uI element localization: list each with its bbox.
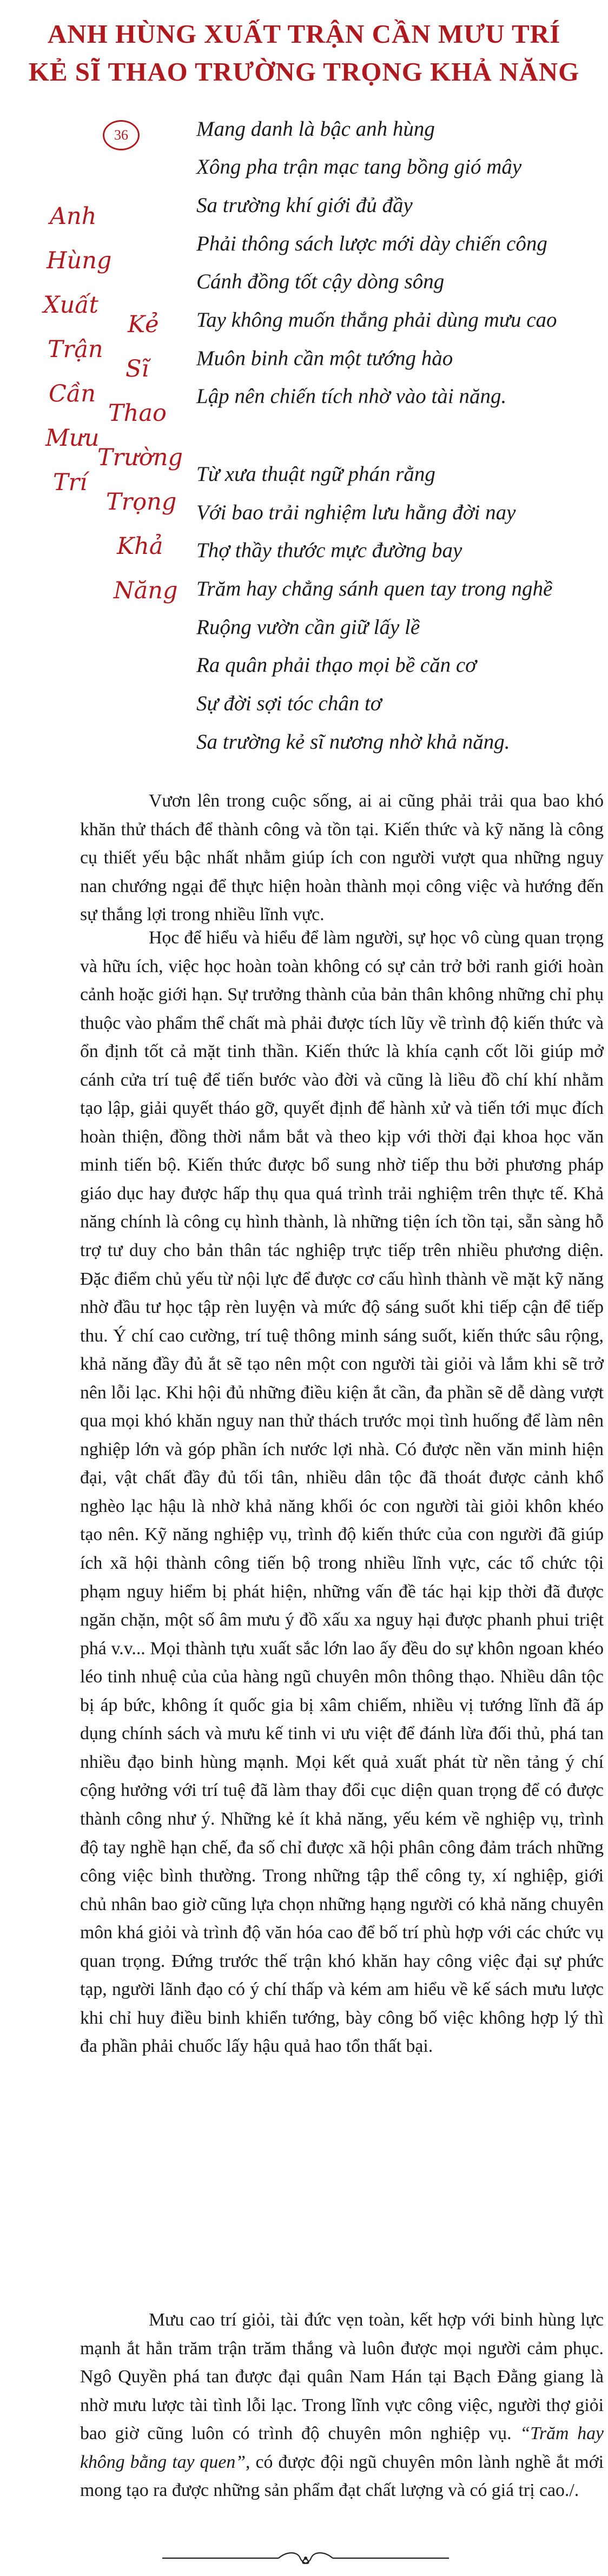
prose-paragraph-3 <box>80 2306 604 2505</box>
calligraphy-word: Khả <box>117 533 163 560</box>
calligraphy-word: Cần <box>49 380 96 407</box>
prose-paragraph-2: Học để hiểu và hiểu để làm người, sự học vô cùng quan trọng và hữu ích, việc học hoàn toàn không có sự cản trở bởi ranh giới hoàn cảnh hoặc giới hạn. Sự trưởng thành của bản thân không những chỉ phụ thuộc vào phẩm thể chất mà phải được tích lũy về trình độ kiến thức và ổn định tốt cả mặt tinh thần. Kiến thức là khía cạnh cốt lõi giúp mở cánh cửa trí tuệ để tiến bước vào đời và cũng là liều đồ chí khí nhằm tạo lập, giải quyết tháo gỡ, quyết định để hành xử và tiến tới mục đích hoàn thiện, đồng thời nắm bắt và theo kịp với thời đại khoa học văn minh tiến bộ. Kiến thức được bổ sung nhờ tiếp thu bởi phương pháp giáo dục hay được hấp thụ qua quá trình trải nghiệm trên thực tế. Khả năng chính là công cụ hình thành, là những tiện ích tồn tại, sẵn sàng hỗ trợ tư duy cho bản thân tác nghiệp trực tiếp trên nhiều phương diện. Đặc điểm chủ yếu từ nội lực để được cơ cấu hình thành về mặt kỹ năng nhờ đầu tư học tập rèn luyện và mức độ sáng suốt khi tiếp cận để tiếp thu. Ý chí cao cường, trí tuệ thông minh sáng suốt, kiến thức sâu rộng, khả năng đầy đủ ắt sẽ tạo nên một con người tài giỏi và lắm khi sẽ trở nên lỗi lạc. Khi hội đủ những điều kiện ắt cần, đa phần sẽ dễ dàng vượt qua mọi khó khăn nguy nan thử thách trước mọi tình huống để làm nên nghiệp lớn và góp phần ích nước lợi nhà. Có được nền văn minh hiện đại, vật chất đầy đủ tối tân, nhiều dân tộc đã thoát được cảnh khổ nghèo lạc hậu là nhờ khả năng khối óc con người tài giỏi khôn khéo tạo nên. Kỹ năng nghiệp vụ, trình độ kiến thức của con người đã giúp ích xã hội thành công tiến bộ trong nhiều lĩnh vực, các tổ chức tội phạm nguy hiểm bị phát hiện, những vấn đề tác hại kịp thời đã được ngăn chặn, một số âm mưu ý đồ xấu xa nguy hại được phanh phui triệt phá v.v... Mọi thành tựu xuất sắc lớn lao ấy đều do sự khôn ngoan khéo léo tinh nhuệ của của hàng ngũ chuyên môn thông thạo. Nhiều dân tộc bị áp bức, không ít quốc gia bị xâm chiếm, nhiều vị tướng lĩnh đã áp dụng chính sách và mưu kế tinh vi ưu việt để đánh lừa đối thủ, phá tan nhiều đạo binh hùng mạnh. Mọi kết quả xuất phát từ nền tảng ý chí cộng hưởng với trí tuệ đã làm thay đổi cục diện quan trọng để có được thành công như ý. Những kẻ ít khả năng, yếu kém về nghiệp vụ, trình độ tay nghề hạn chế, đa số chỉ được xã hội phân công đảm trách những công việc bình thường. Trong những tập thể công ty, xí nghiệp, giới chủ nhân bao giờ cũng lựa chọn những hạng người có khả năng chuyên môn khá giỏi và trình độ văn hóa cao để bố trí phù hợp với các chức vụ quan trọng. Đứng trước thế trận khó khăn hay công việc đại sự phức tạp, người lãnh đạo có ý chí thấp và kém am hiểu về kế sách mưu lược khi chỉ huy điều binh khiển tướng, bày công bố việc không hợp lý thì đa phần phải chuốc lấy hậu quả hao tổn thất bại. <box>80 928 604 2057</box>
prose-text: Mưu cao trí giỏi, tài đức vẹn toàn, kết hợp với binh hùng lực mạnh ắt hẳn trăm trận trăm thắng và luôn được mọi người cảm phục. Ngô Quyền phá tan được đại quân Nam Hán tại Bạch Đằng giang là nhờ mưu lược tài tình lỗi lạc. Trong lĩnh vực công việc, người thợ giỏi bao giờ cũng luôn có trình độ chuyên môn nghiệp vụ. <box>80 2310 604 2444</box>
poem-number: 36 <box>114 127 128 143</box>
calligraphy-word: Trường <box>97 444 183 471</box>
poem-line: Ra quân phải thạo mọi bề căn cơ <box>196 653 477 677</box>
calligraphy-word: Xuất <box>43 292 98 319</box>
poem-line: Xông pha trận mạc tang bồng gió mây <box>196 155 522 179</box>
calligraphy-word: Sĩ <box>125 355 149 382</box>
calligraphy-word: Trận <box>48 336 103 363</box>
poem-line: Muôn binh cần một tướng hào <box>196 347 453 370</box>
title-line-1: ANH HÙNG XUẤT TRẬN CẦN MƯU TRÍ <box>47 19 561 49</box>
title-line-2: KẺ SĨ THAO TRƯỜNG TRỌNG KHẢ NĂNG <box>28 57 580 87</box>
poem-line: Sa trường kẻ sĩ nương nhờ khả năng. <box>196 730 510 754</box>
prose-paragraph-1: Vươn lên trong cuộc sống, ai ai cũng phải trải qua bao khó khăn thử thách để thành công và tồn tại. Kiến thức và kỹ năng là công cụ thiết yếu bậc nhất nhằm giúp ích con người vượt qua những nguy nan chướng ngại để thực hiện hoàn thành mọi công việc và hướng đến sự thắng lợi trong nhiều lĩnh vực. <box>80 791 604 925</box>
poem-line: Ruộng vườn cần giữ lấy lề <box>196 616 420 639</box>
calligraphy-word: Thao <box>108 400 167 427</box>
calligraphy-word: Kẻ <box>128 311 159 338</box>
poem-line: Thợ thầy thước mực đường bay <box>196 539 462 562</box>
poem-line: Từ xưa thuật ngữ phán rằng <box>196 463 435 486</box>
poem-line: Lập nên chiến tích nhờ vào tài năng. <box>196 385 507 408</box>
poem-line: Cánh đồng tốt cậy dòng sông <box>196 270 445 293</box>
calligraphy-word: Trí <box>53 469 87 496</box>
ornamental-divider-icon <box>162 2550 449 2566</box>
poem-number-badge <box>103 120 140 150</box>
poem-line: Sự đời sợi tóc chân tơ <box>196 692 382 715</box>
calligraphy-word: Hùng <box>47 247 112 274</box>
poem-line: Mang danh là bậc anh hùng <box>196 117 435 141</box>
calligraphy-word: Mưu <box>45 425 100 452</box>
proverb-quote: “Trăm hay không bằng tay quen” <box>80 2423 604 2472</box>
calligraphy-word: Năng <box>114 577 178 604</box>
poem-line: Sa trường khí giới đủ đầy <box>196 194 413 217</box>
poem-line: Với bao trải nghiệm lưu hằng đời nay <box>196 501 516 524</box>
poem-line: Phải thông sách lược mới dày chiến công <box>196 232 547 255</box>
calligraphy-word: Anh <box>50 203 97 230</box>
calligraphy-word: Trọng <box>106 488 177 516</box>
poem-line: Tay không muốn thắng phải dùng mưu cao <box>196 308 557 332</box>
prose-text: , có được đội ngũ chuyên môn lành nghề ắt mới mong tạo ra được những sản phẩm đạt chất lượng và có giá trị cao./. <box>80 2452 604 2501</box>
poem-line: Trăm hay chẳng sánh quen tay trong nghề <box>196 577 553 600</box>
